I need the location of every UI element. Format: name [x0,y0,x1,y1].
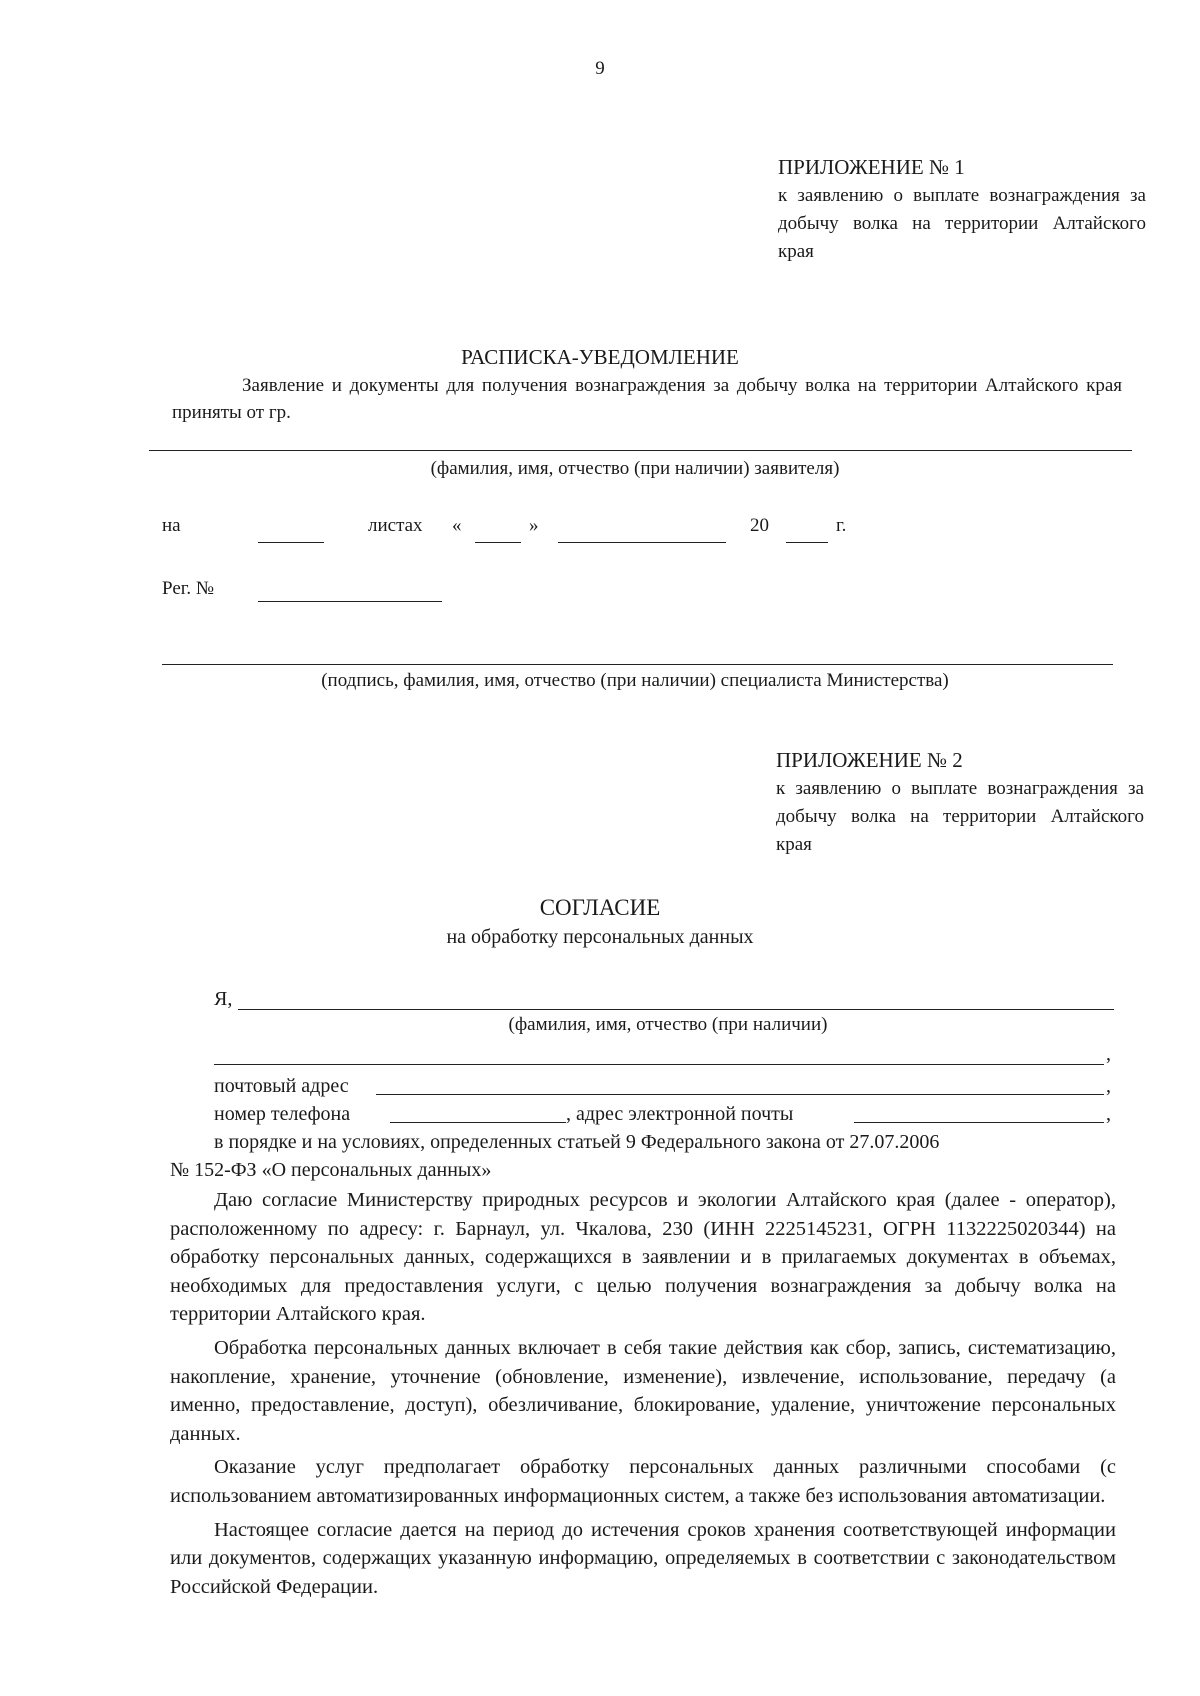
receipt-heading: РАСПИСКА-УВЕДОМЛЕНИЕ [461,345,739,369]
signature-line [162,664,1113,665]
email-comma: , [1106,1103,1111,1125]
appendix-1-title: ПРИЛОЖЕНИЕ № 1 [778,155,965,179]
email-label: , адрес электронной почты [566,1103,794,1125]
consent-paragraph-4: Настоящее согласие дается на период до истечения сроков хранения соответствующей информации или документов, содержащих указанную информацию, определяемых в соответствии с законодательством Российской Федерации. [170,1518,1116,1598]
sheets-label: листах [368,515,423,536]
consent-i-row [214,985,232,1013]
reg-number-line [258,601,442,602]
phone-label: номер телефона [214,1103,351,1125]
postal-label: почтовый адрес [214,1075,349,1097]
consent-paragraph-2: Обработка персональных данных включает в себя такие действия как сбор, запись, систематизацию, накопление, хранение, уточнение (обновление, изменение), извлечение, использование, передачу (а именно, предоставление, доступ), обезличивание, блокирование, удаление, уничтожение персональных данных. [170,1336,1116,1445]
consent-heading: СОГЛАСИЕ [539,895,661,920]
quote-open: « [452,515,462,536]
appendix-1-text: к заявлению о выплате вознаграждения за добычу волка на территории Алтайского края [778,185,1146,262]
consent-paragraph-3: Оказание услуг предполагает обработку персональных данных различными способами (с использованием автоматизированных информационных систем, а также без использования автоматизации. [170,1456,1116,1507]
appendix-1-block [778,152,1146,266]
consent-subheading: на обработку персональных данных [446,926,754,948]
applicant-name-line [149,450,1132,451]
page-number: 9 [595,58,605,79]
sheets-count-line [258,542,324,543]
i-label: Я, [214,988,233,1010]
law-line-2: № 152-ФЗ «О персональных данных» [170,1159,492,1181]
quote-close: » [529,515,539,536]
appendix-2-text: к заявлению о выплате вознаграждения за добычу волка на территории Алтайского края [776,778,1144,855]
year-prefix: 20 [750,515,769,536]
signature-caption: (подпись, фамилия, имя, отчество (при наличии) специалиста Министерства) [321,670,949,691]
year-suffix: г. [836,515,847,536]
postal-comma: , [1106,1075,1111,1097]
consent-name-line [238,1009,1114,1010]
on-label: на [162,515,181,536]
day-line [475,542,521,543]
consent-extra-line [214,1064,1104,1065]
consent-paragraph-1: Даю согласие Министерству природных ресурсов и экологии Алтайского края (далее - оператор), расположенному по адресу: г. Барнаул, ул. Чкалова, 230 (ИНН 2225145231, ОГРН 1132225020344) на обработку персональных данных, содержащихся в заявлении и в прилагаемых документах в объемах, необходимых для предоставления услуги, с целью получения вознаграждения за добычу волка на территории Алтайского края. [170,1189,1116,1326]
receipt-intro: Заявление и документы для получения вознаграждения за добычу волка на территории Алтайского края приняты от гр. [172,375,1122,423]
postal-address-line [376,1094,1104,1095]
year-line [786,542,828,543]
applicant-caption: (фамилия, имя, отчество (при наличии) заявителя) [430,458,840,479]
law-line-1: в порядке и на условиях, определенных статьей 9 Федерального закона от 27.07.2006 [214,1131,940,1153]
appendix-2-title: ПРИЛОЖЕНИЕ № 2 [776,748,963,772]
appendix-2-block [776,745,1144,859]
consent-name-caption: (фамилия, имя, отчество (при наличии) [508,1014,828,1035]
reg-label: Рег. № [162,578,215,599]
month-line [558,542,726,543]
extra-line-comma: , [1106,1043,1111,1065]
phone-line [390,1122,566,1123]
consent-body [170,1186,1116,1606]
email-line [854,1122,1104,1123]
